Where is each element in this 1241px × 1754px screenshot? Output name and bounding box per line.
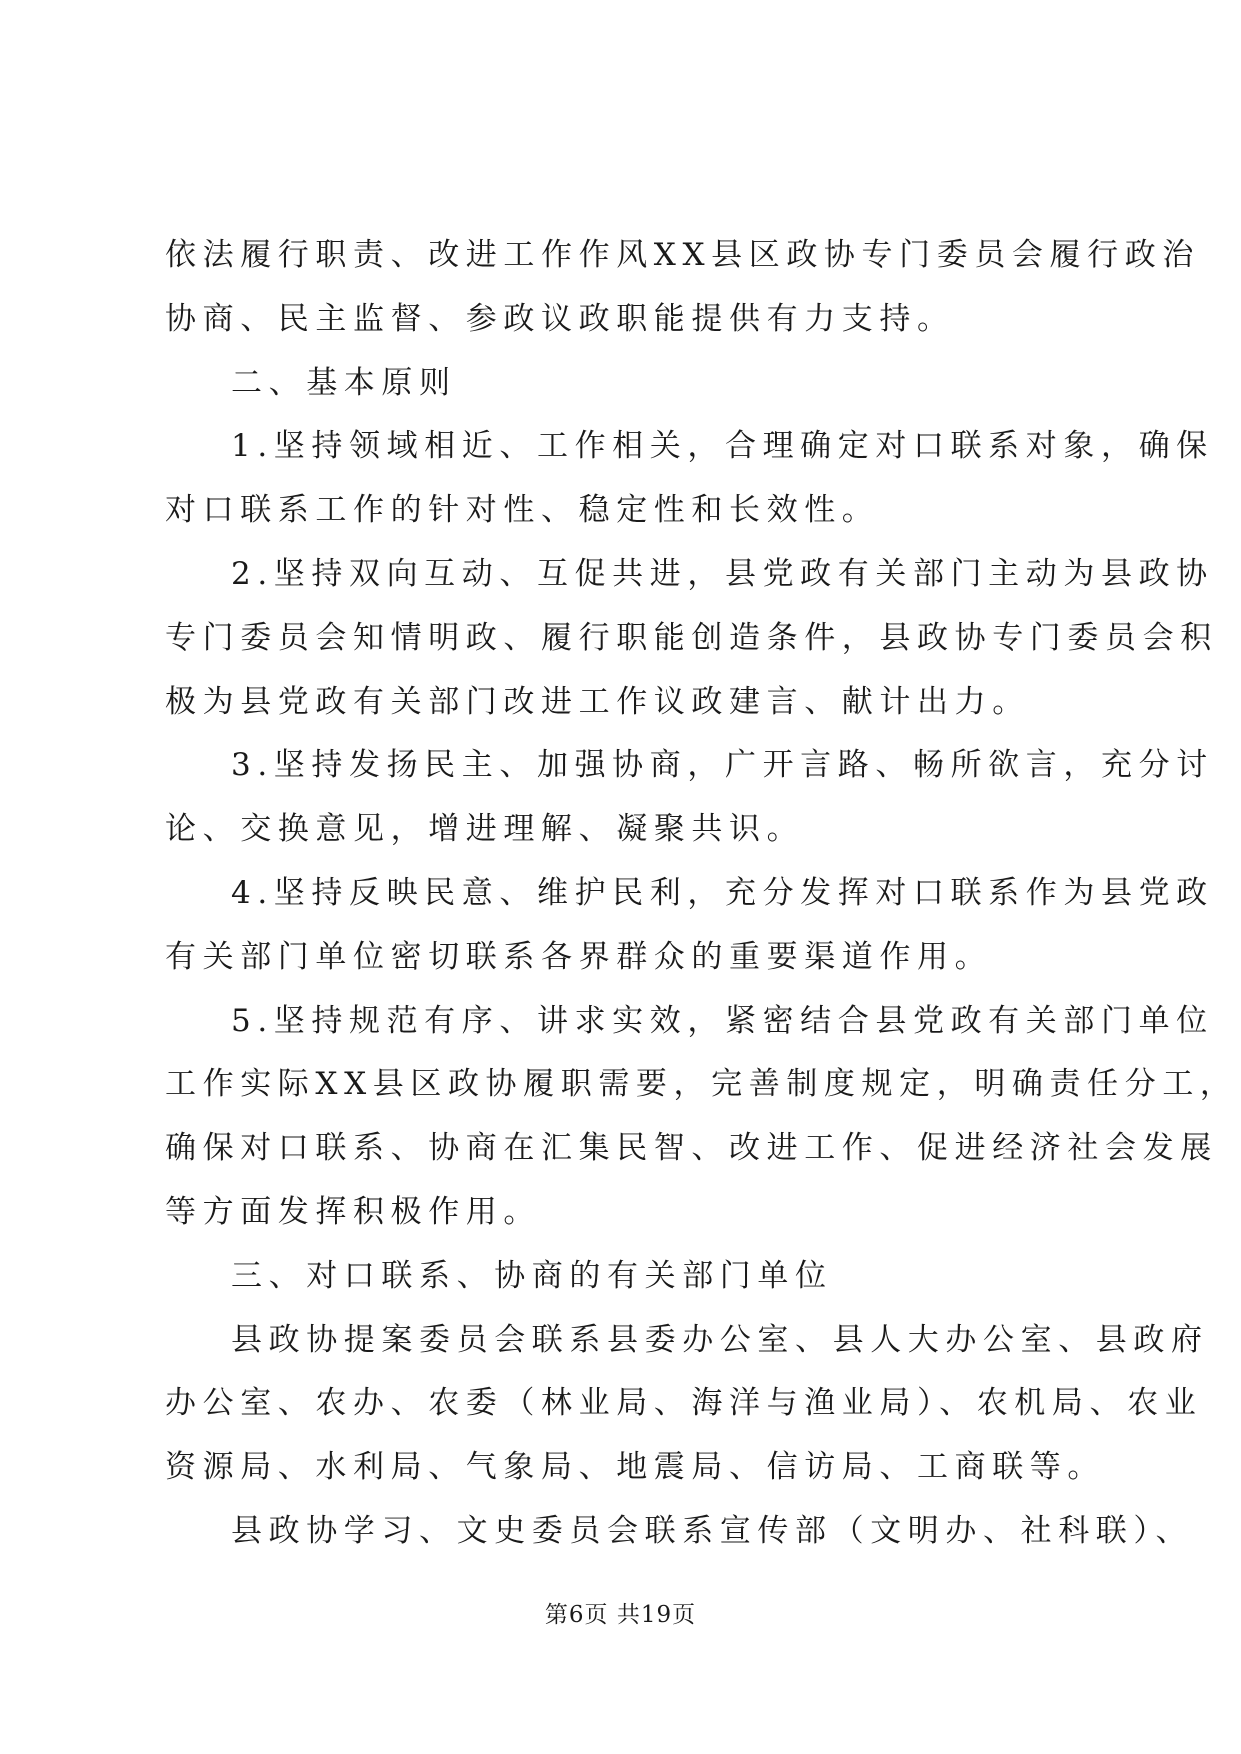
text-line: 县政协学习、文史委员会联系宣传部（文明办、社科联）、 <box>231 1512 1194 1549</box>
text-line: 论、交换意见，增进理解、凝聚共识。 <box>165 811 805 848</box>
text-line: 5.坚持规范有序、讲求实效，紧密结合县党政有关部门单位 <box>231 1002 1214 1039</box>
text-line: 县政协提案委员会联系县委办公室、县人大办公室、县政府 <box>231 1321 1209 1358</box>
text-line: 3.坚持发扬民主、加强协商，广开言路、畅所欲言，充分讨 <box>231 747 1214 784</box>
page-number-footer: 第6页 共19页 <box>544 1602 697 1628</box>
text-line: 资源局、水利局、气象局、地震局、信访局、工商联等。 <box>165 1449 1105 1486</box>
text-line: 1.坚持领域相近、工作相关，合理确定对口联系对象，确保 <box>231 428 1214 465</box>
text-line: 等方面发挥积极作用。 <box>165 1193 541 1230</box>
text-line: 协商、民主监督、参政议政职能提供有力支持。 <box>165 300 955 337</box>
text-line: 办公室、农办、农委（林业局、海洋与渔业局）、农机局、农业 <box>165 1385 1203 1422</box>
text-line: 依法履行职责、改进工作作风XX县区政协专门委员会履行政治 <box>165 237 1200 273</box>
text-line: 确保对口联系、协商在汇集民智、改进工作、促进经济社会发展 <box>165 1130 1218 1167</box>
section-heading: 三、对口联系、协商的有关部门单位 <box>231 1257 833 1294</box>
text-line: 极为县党政有关部门改进工作议政建言、献计出力。 <box>165 683 1030 720</box>
text-line: 2.坚持双向互动、互促共进，县党政有关部门主动为县政协 <box>231 555 1214 592</box>
text-line: 工作实际XX县区政协履职需要，完善制度规定，明确责任分工， <box>165 1066 1238 1103</box>
text-line: 4.坚持反映民意、维护民利，充分发挥对口联系作为县党政 <box>231 874 1214 911</box>
text-line: 对口联系工作的针对性、稳定性和长效性。 <box>165 492 880 529</box>
document-body <box>165 224 1238 1564</box>
section-heading: 二、基本原则 <box>231 364 457 401</box>
text-line: 专门委员会知情明政、履行职能创造条件，县政协专门委员会积 <box>165 619 1218 656</box>
text-line: 有关部门单位密切联系各界群众的重要渠道作用。 <box>165 938 993 975</box>
